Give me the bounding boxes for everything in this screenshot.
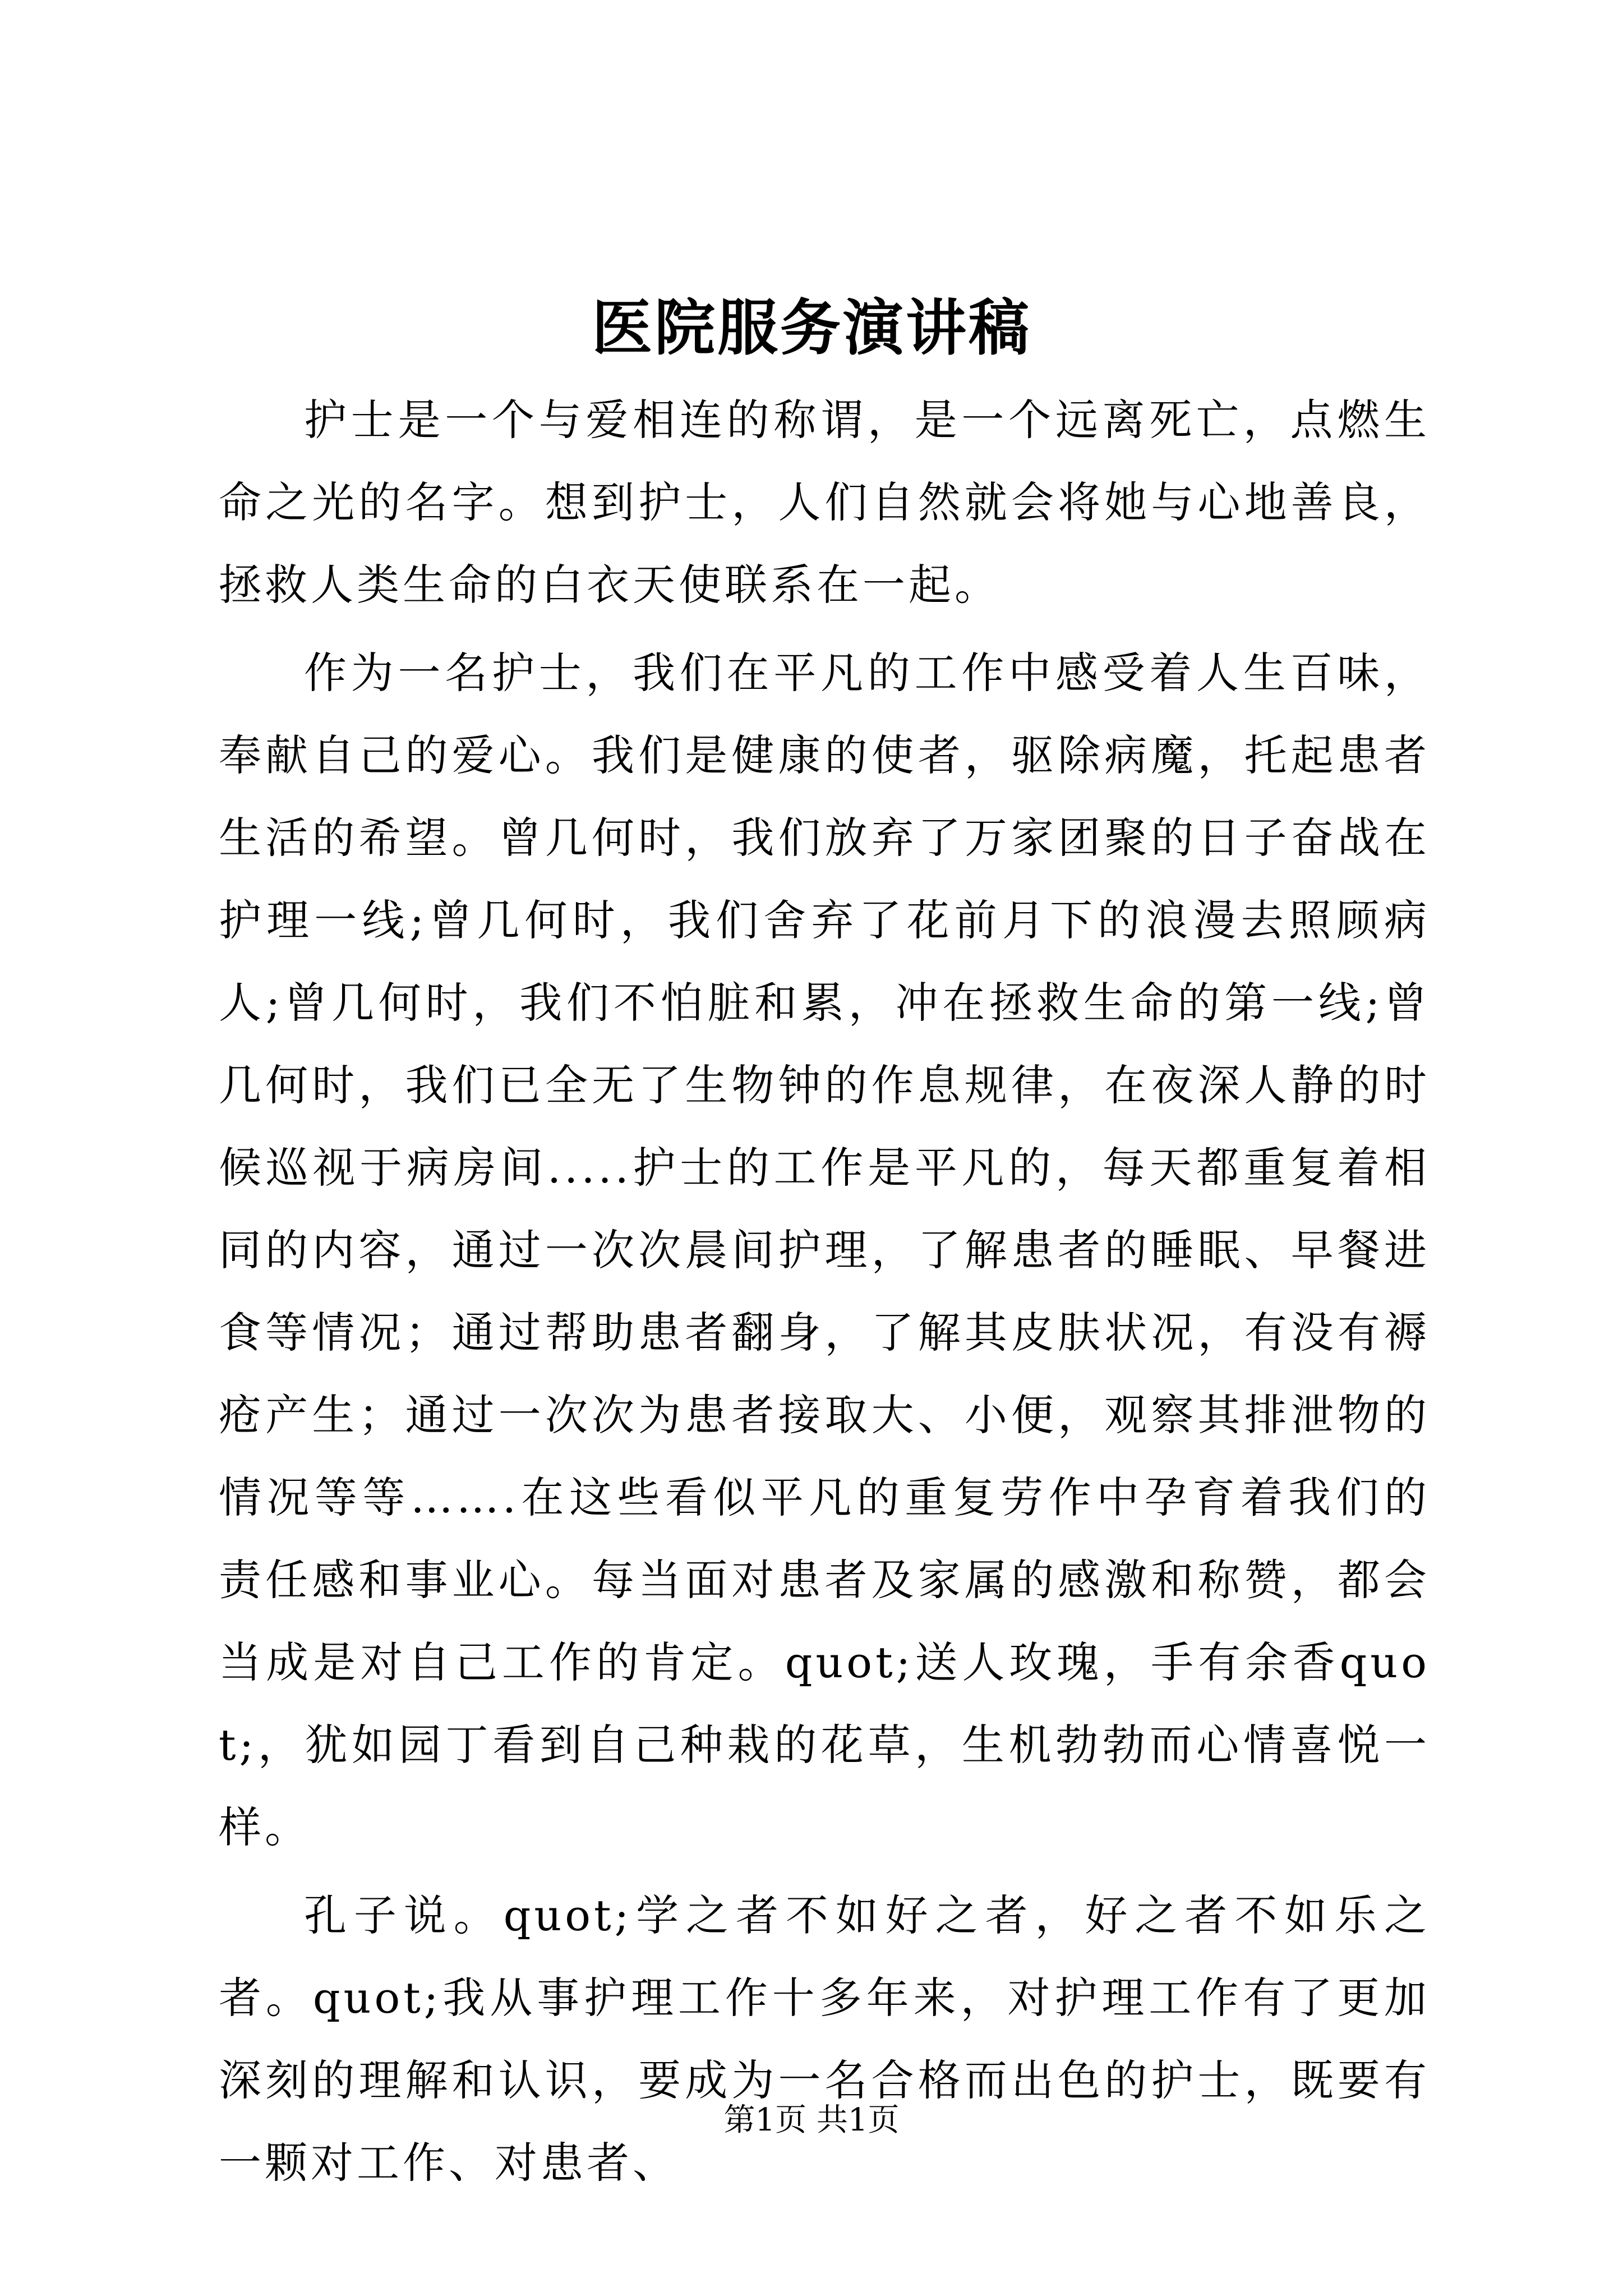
- paragraph-3: 孔子说。quot;学之者不如好之者，好之者不如乐之者。quot;我从事护理工作十多年来，对护理工作有了更加深刻的理解和认识，要成为一名合格而出色的护士，既要有一颗对工作、对患者、: [219, 1890, 1430, 2188]
- paragraph-2: 作为一名护士，我们在平凡的工作中感受着人生百味，奉献自己的爱心。我们是健康的使者，驱除病魔，托起患者生活的希望。曾几何时，我们放弃了万家团聚的日子奋战在护理一线;曾几何时，我们舍弃了花前月下的浪漫去照顾病人;曾几何时，我们不怕脏和累，冲在拯救生命的第一线;曾几何时，我们已全无了生物钟的作息规律，在夜深人静的时候巡视于病房间.....护士的工作是平凡的，每天都重复着相同的内容，通过一次次晨间护理，了解患者的睡眠、早餐进食等情况；通过帮助患者翻身，了解其皮肤状况，有没有褥疮产生；通过一次次为患者接取大、小便，观察其排泄物的情况等等…….在这些看似平凡的重复劳作中孕育着我们的责任感和事业心。每当面对患者及家属的感激和称赞，都会当成是对自己工作的肯定。quot;送人玫瑰，手有余香quot;，犹如园丁看到自己种栽的花草，生机勃勃而心情喜悦一样。: [219, 648, 1430, 1852]
- paragraph-1: 护士是一个与爱相连的称谓，是一个远离死亡，点燃生命之光的名字。想到护士，人们自然就会将她与心地善良，拯救人类生命的白衣天使联系在一起。: [219, 395, 1430, 610]
- page-footer: 第1页 共1页: [723, 2102, 900, 2138]
- document-body: [219, 379, 1430, 2204]
- document-title: 医院服务演讲稿: [591, 293, 1031, 364]
